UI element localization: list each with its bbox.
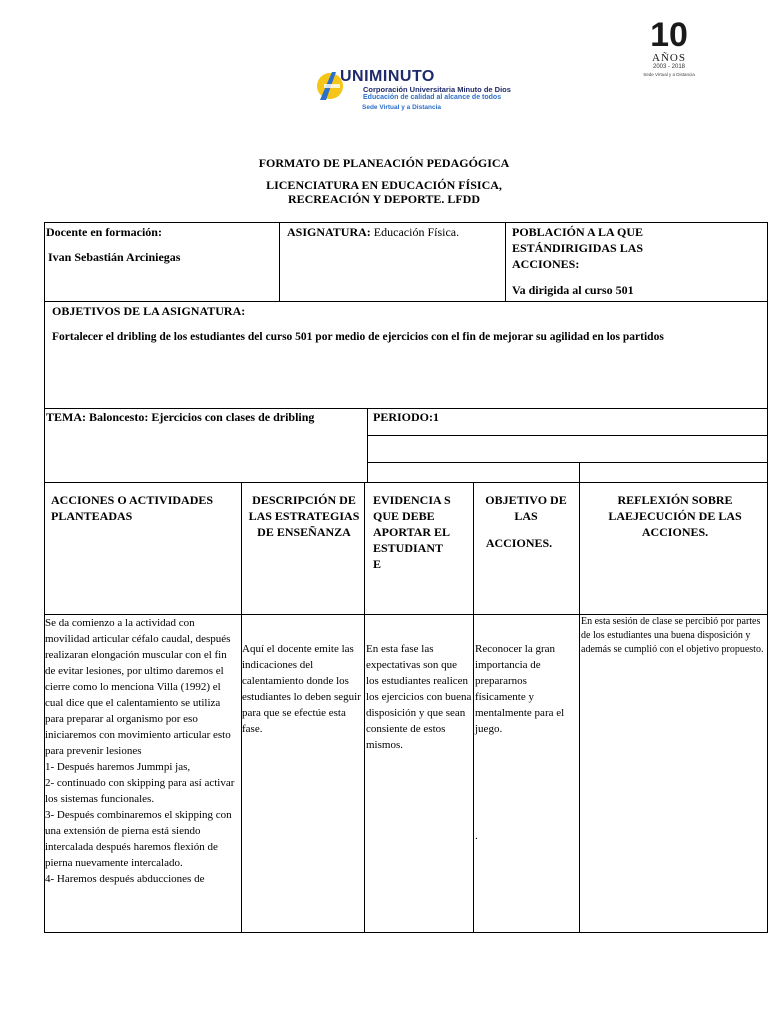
anniversary-word: AÑOS: [652, 52, 686, 64]
anniversary-number: 10: [650, 16, 688, 54]
poblacion-label: POBLACIÓN A LA QUE ESTÁNDIRIGIDAS LAS ACCIONES:: [512, 225, 644, 271]
asignatura-value: Educación Física.: [370, 225, 460, 239]
document-title: FORMATO DE PLANEACIÓN PEDAGÓGICA: [258, 156, 510, 170]
logo-slogan: Educación de calidad al alcance de todos: [363, 94, 502, 101]
acciones-step-4: 4- Haremos después abducciones de: [45, 873, 205, 885]
acciones-step-1: 1- Después haremos Jummpi jas,: [45, 761, 191, 773]
anniversary-subtitle: Sede Virtual y a Distancia: [643, 72, 695, 77]
logo-name: UNIMINUTO: [340, 68, 435, 85]
col-header-evidencias: EVIDENCIA S QUE DEBE APORTAR EL ESTUDIANT E: [373, 493, 451, 571]
periodo-label: PERIODO:1: [373, 410, 439, 424]
tema-label: TEMA: Baloncesto: Ejercicios con clases de dribling: [46, 410, 315, 424]
evidencias-cell: En esta fase las expectativas son que los estudiantes realicen los ejercicios con buena disposición y que sean consiente de estos mismos.: [366, 643, 472, 751]
logo-subtitle: Corporación Universitaria Minuto de Dios: [363, 85, 511, 94]
asignatura: [287, 224, 502, 240]
reflexion-cell: En esta sesión de clase se percibió por partes de los estudiantes una buena disposición y además se cumplió con el objetivo propuesto.: [581, 616, 764, 655]
col-header-objetivo: OBJETIVO DE LAS: [485, 493, 567, 523]
objetivo-cell: Reconocer la gran importancia de prepararnos físicamente y mentalmente para el juego.: [475, 643, 565, 735]
docente-label: Docente en formación:: [46, 225, 162, 239]
objetivo-dot: .: [475, 830, 478, 842]
col-header-reflexion: REFLEXIÓN SOBRE LAEJECUCIÓN DE LAS ACCIONES.: [608, 493, 742, 539]
col-header-acciones: ACCIONES O ACTIVIDADES PLANTEADAS: [51, 493, 214, 523]
objetivos-text: Fortalecer el dribling de los estudiantes del curso 501 por medio de ejercicios con el fin de mejorar su agilidad en los partidos: [52, 331, 664, 343]
program-title-line1: LICENCIATURA EN EDUCACIÓN FÍSICA,: [266, 178, 502, 192]
acciones-intro: Se da comienzo a la actividad con movilidad articular céfalo caudal, después realizaran elongación muscular con el fin de evitar lesiones, por ultimo daremos el cierre como lo menciona Villa (1992) el cual dice que el calentamiento se utiliza para preparar al organismo por eso iniciaremos con movimiento articular esto para prevenir lesiones: [45, 617, 231, 757]
descripcion-cell: Aquí el docente emite las indicaciones del calentamiento donde los estudiantes lo deben seguir para que se efectúe esta fase.: [242, 643, 361, 735]
acciones-step-3: 3- Después combinaremos el skipping con una extensión de pierna está siendo intercalada después haremos flexión de pierna nuevamente intercalado.: [45, 809, 232, 869]
asignatura-label: ASIGNATURA:: [287, 225, 371, 239]
col-header-descripcion: DESCRIPCIÓN DE LAS ESTRATEGIAS DE ENSEÑANZA: [248, 493, 360, 539]
docente-name: Ivan Sebastián Arciniegas: [48, 250, 181, 264]
col-header-objetivo-acciones: ACCIONES.: [485, 536, 553, 550]
program-title-line2: RECREACIÓN Y DEPORTE. LFDD: [287, 192, 481, 206]
poblacion-value: Va dirigida al curso 501: [512, 283, 634, 297]
acciones-cell: [45, 615, 239, 887]
acciones-step-2: 2- continuado con skipping para así activar los sistemas funcionales.: [45, 777, 235, 805]
objetivos-label: OBJETIVOS DE LA ASIGNATURA:: [52, 304, 246, 318]
anniversary-years: 2003 - 2018: [652, 64, 686, 70]
logo-sede: Sede Virtual y a Distancia: [362, 104, 441, 111]
